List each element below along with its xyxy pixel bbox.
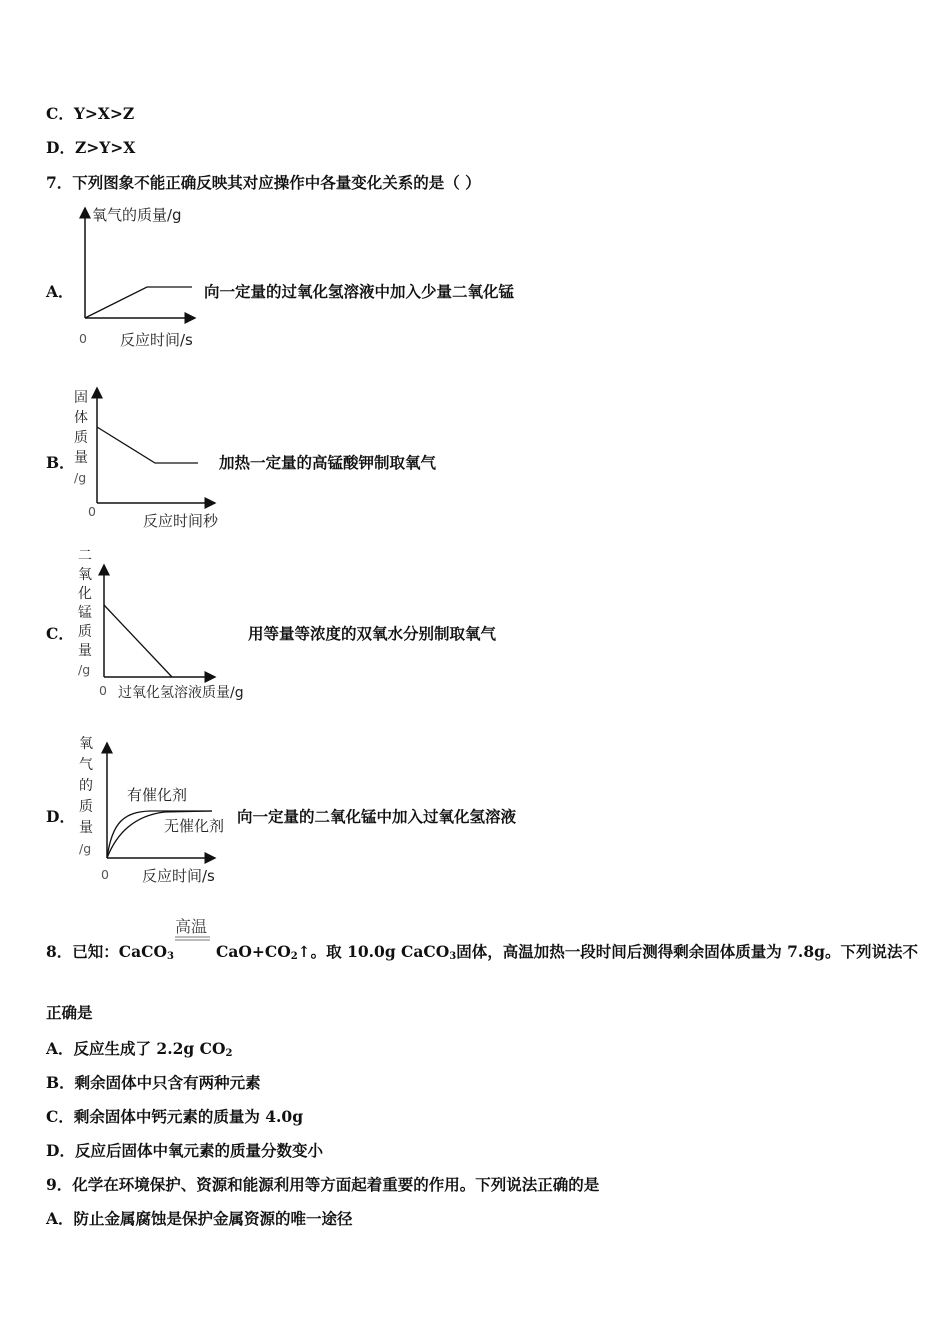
q8-stem-line2: 正确是: [46, 1003, 93, 1022]
graph-b: [74, 388, 219, 530]
q7-stem: 7．下列图象不能正确反映其对应操作中各量变化关系的是（ ）: [46, 173, 481, 192]
graph-d-ylabel-char: 质: [79, 799, 93, 815]
q8-option-a-sub: 2: [225, 1048, 233, 1059]
reaction-condition: 高温: [175, 917, 208, 936]
graph-b-ylabel-char: /g: [74, 470, 87, 485]
graph-a-origin: 0: [79, 331, 87, 346]
graph-a-curve: [85, 287, 192, 318]
graph-c-ylabel-char: 量: [78, 643, 92, 659]
graph-a-xlabel: 反应时间/s: [120, 331, 193, 349]
graph-b-curve: [97, 427, 198, 463]
graph-d-ylabel-char: /g: [79, 841, 92, 856]
graph-d-ylabel-char: 的: [79, 778, 93, 794]
q8-rest1: 。取 10.0g CaCO: [310, 942, 450, 961]
q8-sub2: 2: [290, 951, 298, 962]
q7-option-a-desc: 向一定量的过氧化氢溶液中加入少量二氧化锰: [204, 282, 515, 301]
q8-option-b: B．剩余固体中只含有两种元素: [46, 1073, 261, 1092]
graph-b-ylabel-char: 质: [74, 430, 88, 446]
graph-c-ylabel-char: 氧: [78, 567, 92, 583]
graph-d: [79, 736, 224, 885]
option-d-prev: D．Z>Y>X: [46, 138, 136, 157]
q8-option-a: [46, 1037, 232, 1059]
q9-option-a: A．防止金属腐蚀是保护金属资源的唯一途径: [46, 1209, 353, 1228]
graph-c-curve: [104, 605, 172, 677]
graph-d-ylabel-char: 氧: [79, 736, 93, 752]
graph-b-ylabel-char: 量: [74, 450, 88, 466]
q7-option-b-letter: B．: [46, 453, 75, 472]
q8-mid: CaO+CO: [215, 942, 291, 961]
q8-rest1sub: 3: [449, 951, 457, 962]
q8-rest2: 固体，高温加热一段时间后测得剩余固体质量为 7.8g。下列说法不: [456, 942, 918, 961]
graph-c-ylabel-char: /g: [78, 662, 91, 677]
q7-option-d-desc: 向一定量的二氧化锰中加入过氧化氢溶液: [237, 807, 517, 826]
graph-d-origin: 0: [101, 867, 109, 882]
q8-option-d: D．反应后固体中氧元素的质量分数变小: [46, 1141, 323, 1160]
q9-stem: 9．化学在环境保护、资源和能源利用等方面起着重要的作用。下列说法正确的是: [46, 1175, 600, 1194]
graph-b-origin: 0: [88, 504, 96, 519]
graph-b-ylabel-char: 固: [74, 390, 88, 406]
option-c-prev: C．Y>X>Z: [46, 104, 135, 123]
q7-option-b-desc: 加热一定量的高锰酸钾制取氧气: [219, 453, 437, 472]
graph-d-ylabel: [79, 736, 93, 856]
graph-c-ylabel-char: 二: [78, 548, 92, 564]
graph-c-ylabel-char: 质: [78, 624, 92, 640]
graph-c-ylabel: [78, 548, 92, 677]
q8-arrow: ↑: [297, 942, 311, 961]
q8-sub3: 3: [167, 951, 174, 962]
q7-option-c-letter: C．: [46, 624, 74, 643]
graph-d-label-no-catalyst: 无催化剂: [164, 817, 225, 835]
q8-option-c: C．剩余固体中钙元素的质量为 4.0g: [46, 1107, 304, 1126]
graph-b-ylabel: [74, 390, 88, 485]
graph-a-ylabel: 氧气的质量/g: [92, 206, 182, 224]
q8-stem: [46, 940, 918, 962]
q7-option-d-letter: D．: [46, 807, 75, 826]
graph-d-xlabel: 反应时间/s: [142, 867, 215, 885]
q8-option-a-text: A．反应生成了 2.2g CO: [46, 1039, 226, 1058]
graph-b-xlabel: 反应时间秒: [143, 512, 219, 530]
graph-c-xlabel: 过氧化氢溶液质量/g: [118, 685, 244, 701]
graph-a: [79, 206, 195, 349]
graph-d-ylabel-char: 气: [79, 757, 93, 773]
graph-c-origin: 0: [99, 683, 107, 698]
q7-option-a-letter: A．: [46, 282, 74, 301]
graph-b-ylabel-char: 体: [74, 410, 88, 426]
graph-c: [78, 548, 244, 701]
q8-prefix: 8．已知：CaCO: [46, 942, 168, 961]
q7-option-c-desc: 用等量等浓度的双氧水分别制取氧气: [248, 624, 497, 643]
graph-d-ylabel-char: 量: [79, 820, 93, 836]
graph-c-ylabel-char: 锰: [78, 605, 92, 621]
graph-c-ylabel-char: 化: [78, 586, 92, 602]
graph-d-label-catalyst: 有催化剂: [127, 786, 188, 804]
